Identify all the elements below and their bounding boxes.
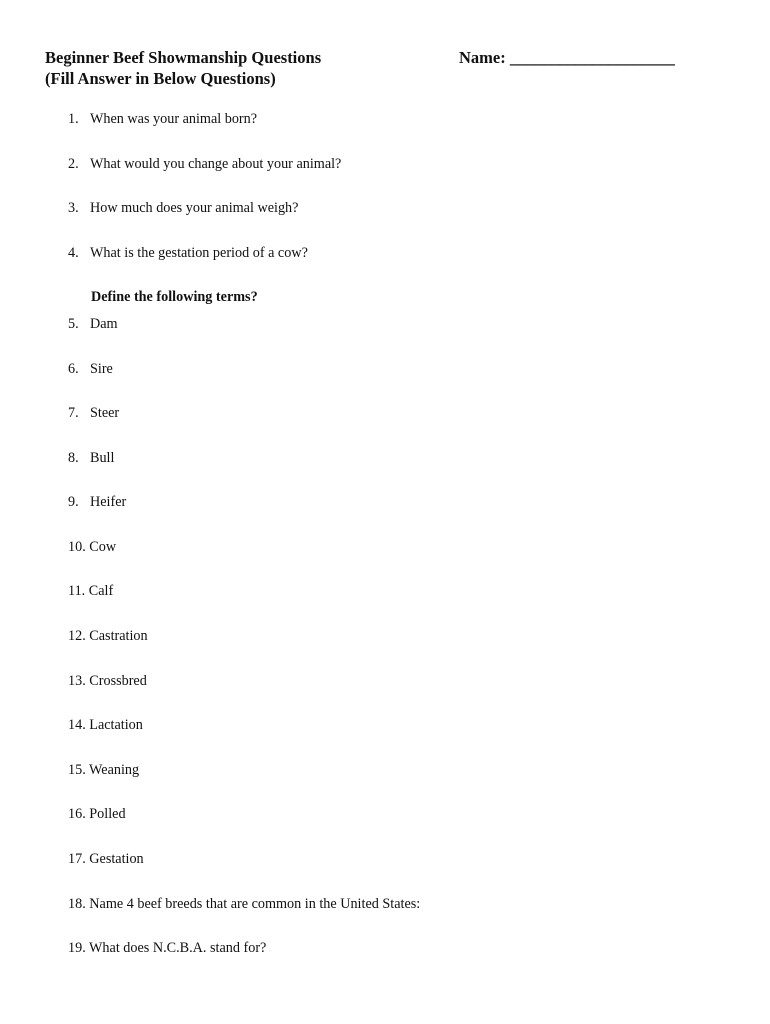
- question-text: Steer: [90, 405, 120, 421]
- title-line-2: (Fill Answer in Below Questions): [45, 69, 276, 88]
- question-text: Weaning: [89, 762, 140, 778]
- question-text: Bull: [90, 450, 115, 466]
- section-heading-definitions: Define the following terms?: [91, 289, 258, 305]
- question-text: Dam: [90, 316, 118, 332]
- question-number: 6.: [68, 361, 79, 377]
- question-number: 2.: [68, 156, 79, 172]
- question-text: Heifer: [90, 494, 127, 510]
- question-number: 15.: [68, 762, 86, 778]
- question-number: 1.: [68, 111, 79, 127]
- question-number: 9.: [68, 494, 79, 510]
- term-12: [68, 627, 148, 645]
- question-text: Sire: [90, 361, 113, 377]
- question-number: 18.: [68, 896, 86, 912]
- question-number: 19.: [68, 940, 86, 956]
- term-6: [68, 360, 113, 378]
- term-11: [68, 582, 113, 600]
- term-9: [68, 493, 126, 511]
- question-number: 11.: [68, 583, 86, 599]
- question-number: 10.: [68, 539, 86, 555]
- question-text: Name 4 beef breeds that are common in the United States:: [89, 896, 421, 912]
- question-number: 16.: [68, 806, 86, 822]
- question-number: 4.: [68, 245, 79, 261]
- question-number: 3.: [68, 200, 79, 216]
- question-text: Crossbred: [89, 673, 147, 689]
- term-7: [68, 404, 119, 422]
- term-16: [68, 805, 126, 823]
- term-15: [68, 761, 139, 779]
- question-number: 7.: [68, 405, 79, 421]
- question-text: What is the gestation period of a cow?: [90, 245, 308, 261]
- name-field-label: Name: ____________________: [459, 48, 675, 67]
- question-number: 13.: [68, 673, 86, 689]
- question-number: 12.: [68, 628, 86, 644]
- question-text: When was your animal born?: [90, 111, 258, 127]
- question-2: [68, 155, 341, 173]
- term-13: [68, 672, 147, 690]
- question-text: Calf: [88, 583, 114, 599]
- question-text: Polled: [89, 806, 126, 822]
- term-5: [68, 315, 118, 333]
- question-3: [68, 199, 298, 217]
- term-17: [68, 850, 144, 868]
- question-number: 14.: [68, 717, 86, 733]
- term-14: [68, 716, 143, 734]
- question-18: [68, 895, 420, 913]
- question-4: [68, 244, 308, 262]
- question-text: Gestation: [89, 851, 144, 867]
- document-title: [45, 47, 321, 89]
- question-number: 8.: [68, 450, 79, 466]
- question-1: [68, 110, 257, 128]
- question-number: 5.: [68, 316, 79, 332]
- title-line-1: Beginner Beef Showmanship Questions: [45, 48, 322, 67]
- question-text: Cow: [89, 539, 117, 555]
- question-text: How much does your animal weigh?: [90, 200, 299, 216]
- question-text: Lactation: [89, 717, 143, 733]
- term-8: [68, 449, 114, 467]
- question-number: 17.: [68, 851, 86, 867]
- term-10: [68, 538, 116, 556]
- question-19: [68, 939, 266, 957]
- question-text: Castration: [89, 628, 148, 644]
- question-text: What does N.C.B.A. stand for?: [89, 940, 267, 956]
- question-text: What would you change about your animal?: [90, 156, 342, 172]
